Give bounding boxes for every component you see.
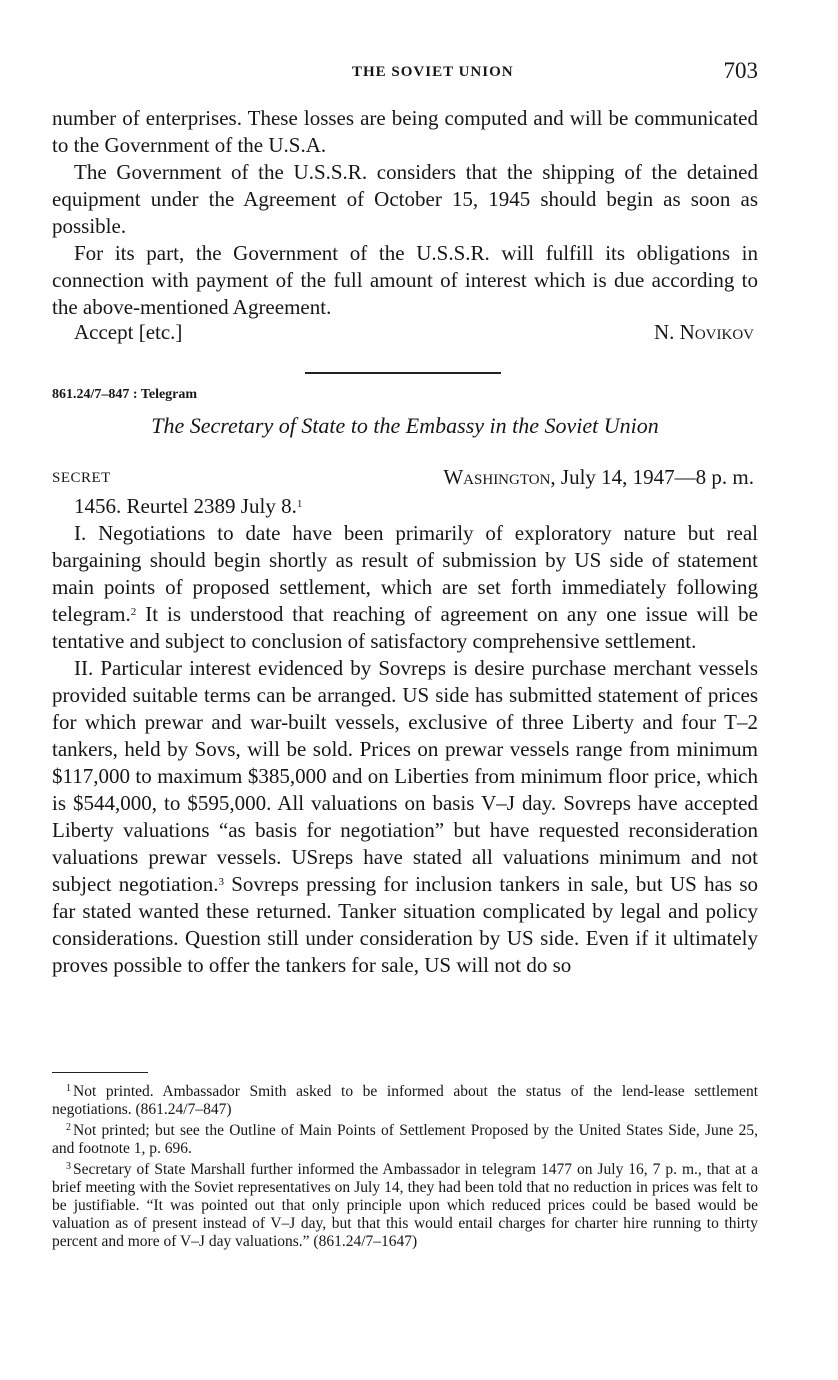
paragraph: The Government of the U.S.S.R. considers that the shipping of the detained equipment under the Agreement of October 15, 1945 should begin as soon as possible. [52,160,758,238]
file-number: 861.24/7–847 : Telegram [52,387,198,402]
footnote: $^1$ Not printed. Ambassador Smith asked to be informed about the status of the lend-lease settlement negotiations. (861.24/7–847) [52,1083,758,1118]
footnote: $^3$ Secretary of State Marshall further informed the Ambassador in telegram 1477 on July 16, 7 p. m., that at a brief meeting with the Soviet representatives on July 14, they had been told that no reduction in prices was felt to be justifiable. “It was pointed out that only principle upon which reduced prices could be based would be valuation as of present instead of V–J day, but that this would entail charges for charter hire running to thirty percent and more of V–J day valuations.” (861.24/7–1647) [52,1161,758,1250]
footnote: $^2$ Not printed; but see the Outline of Main Points of Settlement Proposed by the United States Side, June 25, and footnote 1, p. 696. [52,1122,758,1157]
footnote-ref: 2 [130,606,137,618]
signature: N. Novikov [654,320,754,344]
letter-closing [52,320,758,348]
page-number: 703 [723,58,758,83]
footnote-ref: 1 [296,498,303,510]
running-title: THE SOVIET UNION [352,64,514,80]
date: , July 14, 1947—8 p. m. [550,465,754,489]
letter-continuation [52,105,758,321]
section-divider [305,372,501,374]
classification: SECRET [52,470,111,486]
paragraph: I. Negotiations to date have been primarily of exploratory nature but real bargaining should begin shortly as result of submission by US side of statement main points of proposed settlement, which are set forth immediately following telegram.$^2$ It is understood that reaching of agreement on any one issue will be tentative and subject to conclusion of satisfactory comprehensive settlement. [52,521,758,653]
city: Washington [443,465,551,489]
reference-line: 1456. Reurtel 2389 July 8.$^1$ [74,494,303,518]
running-header [52,58,758,88]
paragraph: II. Particular interest evidenced by Sovreps is desire purchase merchant vessels provided suitable terms can be arranged. US side has submitted statement of prices for which prewar and war-built vessels, exclusive of three Liberty and four T–2 tankers, held by Sovs, will be sold. Prices on prewar vessels range from minimum $117,000 to maximum $385,000 and on Liberties from minimum floor price, which is $544,000, to $595,000. All valuations on basis V–J day. Sovreps have accepted Liberty valuations “as basis for negotiation” but have requested reconsideration valuations prewar vessels. USreps have stated all valuations minimum and not subject negotiation.$^3$ Sovreps pressing for inclusion tankers in sale, but US has so far stated wanted these returned. Tanker situation complicated by legal and policy considerations. Question still under consideration by US side. Even if it ultimately proves possible to offer the tankers for sale, US will not do so [52,656,758,977]
paragraph: number of enterprises. These losses are being computed and will be communicated to the Government of the U.S.A. [52,106,758,157]
paragraph: For its part, the Government of the U.S.S.R. will fulfill its obligations in connection with payment of the full amount of interest which is due according to the above-mentioned Agreement. [52,241,758,319]
footnote-divider [52,1072,148,1073]
place-date [443,465,754,490]
closing-formula: Accept [etc.] [74,320,183,344]
footnote-ref: 3 [218,876,224,888]
footnotes [52,1080,758,1251]
document-title: The Secretary of State to the Embassy in the Soviet Union [151,413,659,438]
telegram-body [52,493,758,979]
dateline [52,465,758,493]
